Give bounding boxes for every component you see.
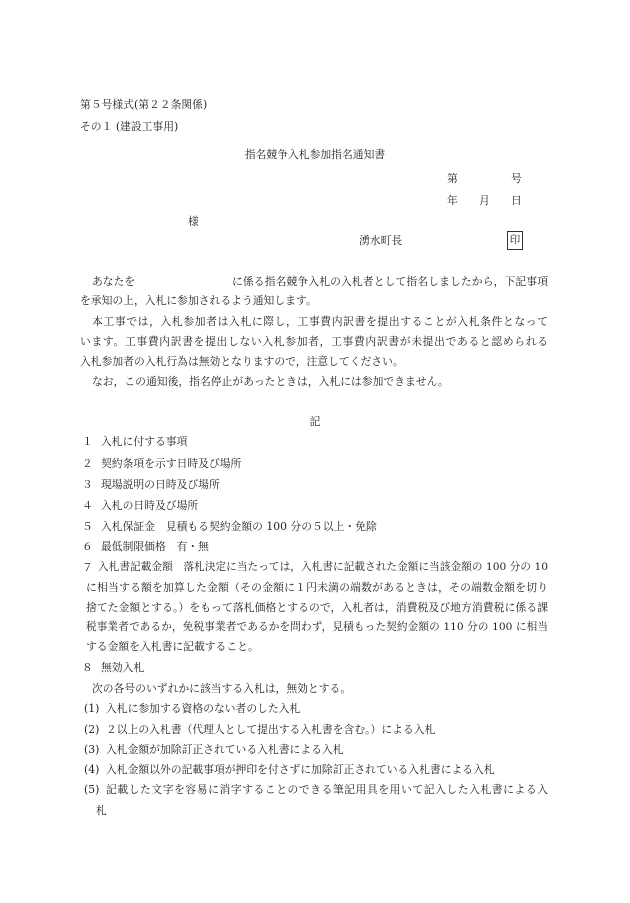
date-month-label: 月	[479, 194, 490, 207]
subitem-text: 入札金額が加除訂正されている入札書による入札	[106, 743, 344, 756]
form-number: 第５号様式(第２２条関係)	[80, 98, 208, 111]
subitem-text: ２以上の入札書（代理人として提出する入札書を含む。）による入札	[106, 723, 436, 736]
notice-para1-line1: に係る指名競争入札の入札者として指名しましたから，下記事項	[232, 275, 548, 288]
item7-line4: 税事業者であるか，免税事業者であるかを問わず，見積もった契約金額の 110 分の 100 に相当	[86, 621, 548, 633]
date-year-label: 年	[447, 194, 458, 207]
item-number: １	[82, 435, 93, 448]
item-text: 現場説明の日時及び場所	[101, 478, 220, 491]
details-heading: 記	[309, 415, 321, 428]
item7-line5: する金額を入札書に記載すること。	[86, 640, 259, 653]
item-text: 入札保証金 見積もる契約金額の 100 分の５以上・免除	[101, 520, 377, 533]
item-text: 無効入札	[101, 661, 145, 674]
subitem-label: (3)	[84, 743, 100, 756]
notice-para2-line1: 本工事では，入札参加者は入札に際し，工事費内訳書を提出することが入札条件となって	[92, 315, 548, 328]
reference-number-suffix: 号	[511, 172, 522, 185]
notice-para3: なお，この通知後，指名停止があったときは，入札には参加できません。	[92, 375, 449, 388]
item-number: ３	[82, 478, 93, 491]
seal-stamp-box: 印	[507, 231, 523, 250]
notice-para2-line2: います。工事費内訳書を提出しない入札参加者，工事費内訳書が未提出であると認められる	[80, 335, 548, 348]
item-text: 入札に付する事項	[101, 435, 188, 448]
item-text: 最低制限価格 有・無	[101, 540, 209, 553]
subitem-text: 入札金額以外の記載事項が押印を付さずに加除訂正されている入札書による入札	[106, 763, 495, 776]
item-text: 入札の日時及び場所	[101, 499, 199, 512]
project-name-blank	[137, 274, 230, 289]
item-text: 契約条項を示す日時及び場所	[101, 457, 242, 470]
notice-para2-line3: 入札参加者の入札行為は無効となりますので，注意してください。	[80, 355, 404, 368]
subitem-label: (4)	[84, 763, 100, 776]
item-number: ２	[82, 457, 93, 470]
notice-lead: あなたを	[92, 275, 136, 288]
item7-line2: に相当する額を加算した金額（その金額に１円未満の端数があるときは，その端数金額を切り	[86, 581, 548, 594]
sender-name: 湧水町長	[359, 234, 403, 247]
item7-line3: 捨てた金額とする。）をもって落札価格とするので，入札者は，消費税及び地方消費税に係る課	[86, 601, 548, 614]
subitem-text-continuation: 札	[96, 804, 107, 817]
subitem-text: 入札に参加する資格のない者のした入札	[106, 702, 301, 715]
notice-para1-line2: を承知の上，入札に参加されるよう通知します。	[80, 294, 317, 307]
reference-number-prefix: 第	[447, 172, 458, 185]
item7-line1: 入札書記載金額 落札決定に当たっては，入札書に記載された金額に当該金額の 100 分の 10	[98, 561, 548, 573]
item8-intro: 次の各号のいずれかに該当する入札は，無効とする。	[92, 682, 352, 695]
item-number: ４	[82, 499, 93, 512]
item-number: ５	[82, 520, 93, 533]
form-variant: その１ (建設工事用)	[80, 120, 179, 133]
document-title: 指名競争入札参加指名通知書	[244, 148, 386, 161]
subitem-text: 記載した文字を容易に消字することのできる筆記用具を用いて記入した入札書による入	[106, 783, 548, 796]
item-number: ６	[82, 540, 93, 553]
date-day-label: 日	[511, 194, 522, 207]
subitem-label: (1)	[84, 702, 100, 715]
item-number: ７	[82, 561, 93, 574]
subitem-label: (2)	[84, 723, 100, 736]
item-number: ８	[82, 661, 93, 674]
addressee-honorific: 様	[188, 215, 199, 228]
subitem-label: (5)	[84, 783, 100, 796]
